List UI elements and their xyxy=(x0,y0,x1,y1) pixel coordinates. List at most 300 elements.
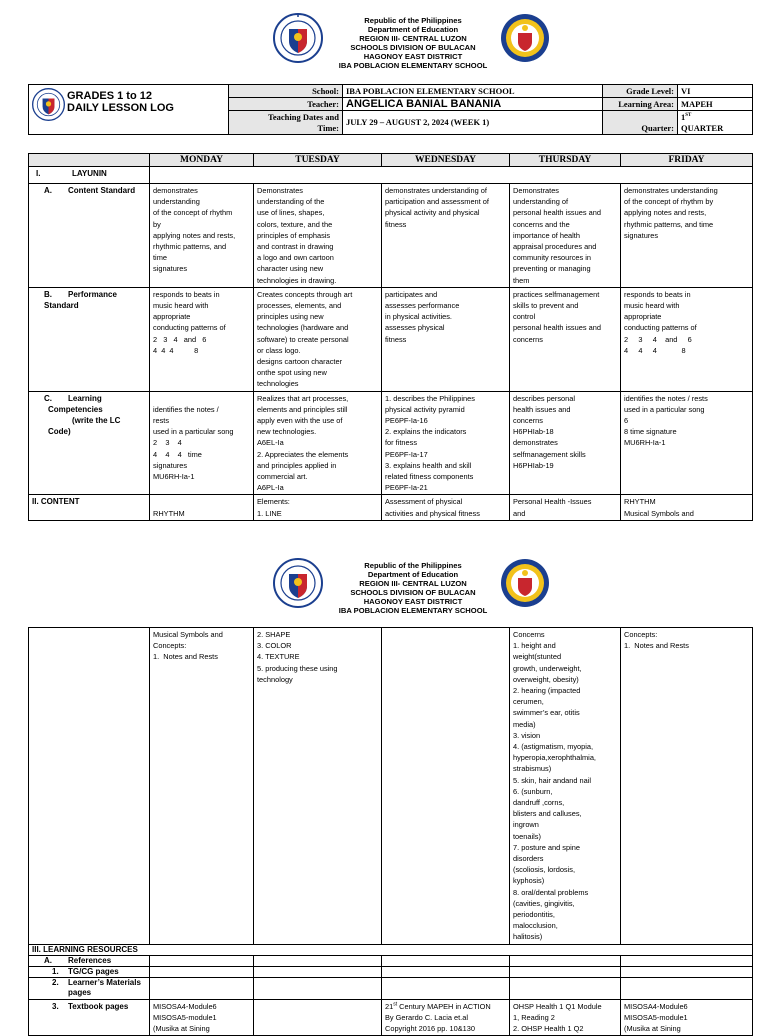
learning-resources-row xyxy=(29,944,753,955)
cell-text-line: 3. COLOR xyxy=(257,641,292,651)
cell-text-line: rhythmic patterns, and xyxy=(153,242,227,252)
cell-text-line: Assessment of physical xyxy=(385,497,463,507)
teacher-label: Teacher: xyxy=(229,98,343,111)
cell-text-line: related fitness components xyxy=(385,472,474,482)
cell-text-line: 21 xyxy=(385,1001,394,1011)
cell-text-line: concerns xyxy=(513,416,543,426)
cell-text-line: understanding xyxy=(153,197,200,207)
content-continued-label xyxy=(29,628,150,945)
cell-text-line: for fitness xyxy=(385,438,418,448)
cell-text-line: community resources in xyxy=(513,253,592,263)
tg-pages-friday xyxy=(621,966,753,977)
cell-text-line: 4 4 4 8 xyxy=(624,345,686,355)
content-continued-row xyxy=(29,628,753,945)
references-thursday xyxy=(510,955,621,966)
cell-text-line: 6. (sunburn, xyxy=(513,786,553,796)
tg-pages-thursday xyxy=(510,966,621,977)
lesson-plan-table xyxy=(28,153,753,521)
cell-text-line: PE6PF-Ia-21 xyxy=(385,483,428,493)
competencies-friday xyxy=(621,391,753,495)
cell-text-line: 2. explains the indicators xyxy=(385,427,467,437)
row-title: TG/CG pages xyxy=(68,966,119,976)
textbook-wednesday xyxy=(382,999,510,1036)
cell-text-line: signatures xyxy=(624,230,659,240)
page-header-2 xyxy=(0,545,768,621)
row-title: Content Standard xyxy=(68,186,136,195)
layunin-row xyxy=(29,167,753,184)
cell-text-line: health issues and xyxy=(513,404,571,414)
performance-standard-tuesday xyxy=(254,287,382,391)
performance-standard-label xyxy=(29,287,150,391)
cell-text-line: 2. hearing (impacted xyxy=(513,686,581,696)
cell-text-line: signatures xyxy=(153,460,188,470)
content-standard-label xyxy=(29,184,150,288)
cell-text-line: appraisal procedures and xyxy=(513,242,597,252)
cell-text-line: of the concept of rhythm by xyxy=(624,197,714,207)
cell-text-line: swimmer’s ear, otitis xyxy=(513,708,580,718)
content-standard-friday xyxy=(621,184,753,288)
cell-text-line: identifies the notes / rests xyxy=(624,393,708,403)
content-standard-row xyxy=(29,184,753,288)
letterhead-line: Republic of the Philippines xyxy=(364,16,462,25)
cell-text-line: processes, elements, and xyxy=(257,301,342,311)
row-title: References xyxy=(68,955,112,965)
school-value: IBA POBLACION ELEMENTARY SCHOOL xyxy=(343,85,603,98)
cell-text-line: a logo and own cartoon xyxy=(257,253,334,263)
cell-text-line: halitosis) xyxy=(513,932,543,942)
quarter-label: Quarter: xyxy=(603,111,678,135)
letterhead-line: Department of Education xyxy=(367,570,459,579)
cell-text-line: apply even with the use of xyxy=(257,416,343,426)
learning-area-value: MAPEH xyxy=(678,98,753,111)
quarter-value xyxy=(678,111,753,135)
cell-text-line: Realizes that art processes, xyxy=(257,393,349,403)
cell-text-line: 2. Appreciates the elements xyxy=(257,449,349,459)
cell-text-line: MISOSA5-module1 xyxy=(153,1012,217,1022)
cell-text-line: 3. explains health and skill xyxy=(385,460,472,470)
row-number: 2. xyxy=(52,977,59,987)
cell-text-line: growth, underweight, xyxy=(513,663,582,673)
tg-pages-row xyxy=(29,966,753,977)
cell-text-line: rests xyxy=(153,416,170,426)
row-title: Textbook pages xyxy=(68,1001,129,1011)
cell-text-line: understanding of the xyxy=(257,197,325,207)
layunin-label xyxy=(29,167,150,184)
cell-text-line: malocclusion, xyxy=(513,921,558,931)
cell-text-line: 4. (astigmatism, myopia, xyxy=(513,742,594,752)
content-continued-friday xyxy=(621,628,753,945)
cell-text-line: dandruff ,corns, xyxy=(513,798,565,808)
cell-text-line: time xyxy=(153,253,167,263)
row-title-cont: (write the LC xyxy=(72,416,121,426)
cell-text-line: music heard with xyxy=(153,301,209,311)
cell-text-line: physical activity pyramid xyxy=(385,404,465,414)
cell-text-line: physical activity and physical xyxy=(385,208,480,218)
cell-text-line: demonstrates xyxy=(153,186,198,195)
day-header-thursday: THURSDAY xyxy=(510,154,621,167)
cell-text-line: RHYTHM xyxy=(624,497,656,507)
cell-text-line: character using new xyxy=(257,264,324,274)
textbook-row xyxy=(29,999,753,1036)
teacher-value: ANGELICA BANIAL BANANIA xyxy=(343,98,603,111)
cell-text-line: 1. LINE xyxy=(257,508,282,518)
cell-text-line: 8 time signature xyxy=(624,427,677,437)
row-title: LAYUNIN xyxy=(72,169,107,178)
cell-text-line: demonstrates xyxy=(513,438,558,448)
row-number: 3. xyxy=(52,1001,59,1011)
cell-text-line: By Gerardo C. Lacia et.al xyxy=(385,1012,468,1022)
cell-text-line: responds to beats in xyxy=(624,289,691,299)
cell-text-line: software) to create personal xyxy=(257,334,349,344)
cell-text-line: principles of emphasis xyxy=(257,230,331,240)
cell-text-line: MISOSA4-Module6 xyxy=(153,1001,217,1011)
cell-text-line: technology xyxy=(257,674,293,684)
cell-text-line: toenails) xyxy=(513,831,541,841)
competencies-wednesday xyxy=(382,391,510,495)
cell-text-line: (Musika at Sining xyxy=(153,1024,210,1034)
cell-text-line: 6 xyxy=(624,416,629,426)
cell-text-line: 1. describes the Philippines xyxy=(385,393,475,403)
competencies-thursday xyxy=(510,391,621,495)
cell-text-line: personal health issues and xyxy=(513,208,601,218)
letterhead-text xyxy=(300,561,526,615)
lm-pages-friday xyxy=(621,977,753,999)
cell-text-line: use of lines, shapes, xyxy=(257,208,325,218)
cell-text-line: 2 3 4 and 6 xyxy=(153,334,207,344)
references-wednesday xyxy=(382,955,510,966)
cell-text-line: appropriate xyxy=(153,312,191,322)
cell-text-line: OHSP Health 1 Q1 Module xyxy=(513,1001,602,1011)
cell-text-line: A6EL-Ia xyxy=(257,438,284,448)
content-thursday xyxy=(510,495,621,520)
cell-text-line: PE6PF-Ia-17 xyxy=(385,449,428,459)
cell-text-line: MU6RH-Ia-1 xyxy=(153,472,195,482)
day-header-monday: MONDAY xyxy=(150,154,254,167)
cell-text-line: responds to beats in xyxy=(153,289,220,299)
cell-text-line: signatures xyxy=(153,264,188,274)
textbook-friday xyxy=(621,999,753,1036)
cell-text-line: RHYTHM xyxy=(153,508,185,518)
cell-text-line: assesses physical xyxy=(385,323,445,333)
cell-text-line: 3. vision xyxy=(513,730,541,740)
lm-pages-wednesday xyxy=(382,977,510,999)
textbook-tuesday xyxy=(254,999,382,1036)
competencies-label xyxy=(29,391,150,495)
letterhead-line: Republic of the Philippines xyxy=(364,561,462,570)
cell-text-line: demonstrates understanding of xyxy=(385,186,487,195)
letterhead-line: SCHOOLS DIVISION OF BULACAN xyxy=(350,588,476,597)
dates-label-line: Time: xyxy=(317,122,339,133)
quarter-number: 1 xyxy=(681,111,686,122)
lm-pages-label xyxy=(29,977,150,999)
cell-text-line: hyperopia,xerophthalmia, xyxy=(513,753,596,763)
letterhead-text xyxy=(300,16,526,70)
lm-pages-row xyxy=(29,977,753,999)
cell-text-line: MISOSA5-module1 xyxy=(624,1012,688,1022)
cell-text-line: (scoliosis, lordosis, xyxy=(513,865,576,875)
title-line: DAILY LESSON LOG xyxy=(67,102,174,114)
content-row xyxy=(29,495,753,520)
log-title xyxy=(29,85,229,135)
cell-text-line: H6PHIab-18 xyxy=(513,427,554,437)
cell-text-line: periodontitis, xyxy=(513,910,555,920)
row-number: C. xyxy=(44,393,52,403)
cell-text-line: 1. Notes and Rests xyxy=(624,641,689,651)
performance-standard-row xyxy=(29,287,753,391)
cell-text-line: by xyxy=(153,219,161,229)
cell-text-line: in physical activities. xyxy=(385,312,452,322)
content-continued-thursday xyxy=(510,628,621,945)
cell-text-line: Demonstrates xyxy=(257,186,304,195)
cell-text-line: concerns and the xyxy=(513,219,570,229)
letterhead-line: REGION III- CENTRAL LUZON xyxy=(359,34,467,43)
content-standard-monday xyxy=(150,184,254,288)
cell-text-line: them xyxy=(513,275,530,285)
letterhead-line: IBA POBLACION ELEMENTARY SCHOOL xyxy=(338,606,488,615)
competencies-row xyxy=(29,391,753,495)
cell-text-line: 1, Reading 2 xyxy=(513,1012,555,1022)
references-friday xyxy=(621,955,753,966)
cell-text-line: assesses performance xyxy=(385,301,460,311)
cell-text-line: practices selfmanagement xyxy=(513,289,600,299)
cell-text-line: conducting patterns of xyxy=(624,323,697,333)
cell-text-line: identifies the notes / xyxy=(153,404,219,414)
cell-text-line: 5. skin, hair andand nail xyxy=(513,775,592,785)
content-tuesday xyxy=(254,495,382,520)
row-title-cont: Code) xyxy=(48,427,71,437)
performance-standard-monday xyxy=(150,287,254,391)
title-line: GRADES 1 to 12 xyxy=(67,90,152,102)
row-number: A. xyxy=(44,186,52,195)
lesson-plan-table-continued xyxy=(28,627,753,1036)
cell-text-line: Concerns xyxy=(513,630,545,639)
cell-text-line: and principles applied in xyxy=(257,460,337,470)
layunin-cell xyxy=(150,167,753,184)
lm-pages-thursday xyxy=(510,977,621,999)
cell-text-line: 5. producing these using xyxy=(257,663,338,673)
tg-pages-monday xyxy=(150,966,254,977)
grade-level-label: Grade Level: xyxy=(603,85,678,98)
grade-level-value: VI xyxy=(678,85,753,98)
content-wednesday xyxy=(382,495,510,520)
cell-text-line: new technologies. xyxy=(257,427,317,437)
cell-text-line: used in a particular song xyxy=(153,427,234,437)
performance-standard-friday xyxy=(621,287,753,391)
cell-text-line: importance of health xyxy=(513,230,580,240)
row-number: 1. xyxy=(52,966,59,976)
cell-text-line: 4. TEXTURE xyxy=(257,652,300,662)
cell-text-line: Copyright 2016 pp. 10&130 xyxy=(385,1024,475,1034)
row-number: B. xyxy=(44,289,52,299)
cell-text-line: 8. oral/dental problems xyxy=(513,887,589,897)
cell-text-line: activities and physical fitness xyxy=(385,508,480,518)
cell-text-line: disorders xyxy=(513,854,544,864)
cell-text-line: and contrast in drawing xyxy=(257,242,334,252)
deped-logo-icon xyxy=(32,88,65,121)
tg-pages-tuesday xyxy=(254,966,382,977)
cell-text-line: of the concept of rhythm xyxy=(153,208,233,218)
performance-standard-wednesday xyxy=(382,287,510,391)
cell-text-line: PE6PF-Ia-16 xyxy=(385,416,428,426)
cell-text-line: conducting patterns of xyxy=(153,323,226,333)
row-title-cont: Competencies xyxy=(48,404,103,414)
content-friday xyxy=(621,495,753,520)
content-standard-thursday xyxy=(510,184,621,288)
cell-text-line: 4 4 4 8 xyxy=(153,345,199,355)
cell-text-line: colors, texture, and the xyxy=(257,219,333,229)
cell-text-line: understanding of xyxy=(513,197,569,207)
learning-area-label: Learning Area: xyxy=(603,98,678,111)
row-title: Learning xyxy=(68,393,102,403)
learning-resources-label: III. LEARNING RESOURCES xyxy=(29,944,753,955)
dates-label-line: Teaching Dates and xyxy=(267,111,339,122)
cell-text-line: Concepts: xyxy=(624,630,658,639)
cell-text-line: technologies in drawing. xyxy=(257,275,337,285)
cell-text-line: designs cartoon character xyxy=(257,357,343,367)
cell-text-line: MISOSA4-Module6 xyxy=(624,1001,688,1011)
cell-text-line: control xyxy=(513,312,536,322)
cell-text-line xyxy=(153,393,250,404)
cell-text-line: ingrown xyxy=(513,820,539,830)
day-header-tuesday: TUESDAY xyxy=(254,154,382,167)
cell-text-line: kyphosis) xyxy=(513,876,545,886)
cell-text-line: st xyxy=(393,1001,398,1008)
cell-text-line: applying notes and rests, xyxy=(624,208,707,218)
cell-text-line: 2. OHSP Health 1 Q2 xyxy=(513,1024,584,1034)
cell-text-line: fitness xyxy=(385,334,407,344)
day-header-row xyxy=(29,154,753,167)
teaching-dates-value: JULY 29 – AUGUST 2, 2024 (WEEK 1) xyxy=(343,111,603,135)
cell-text-line: participates and xyxy=(385,289,438,299)
letterhead-line: HAGONOY EAST DISTRICT xyxy=(363,52,463,61)
cell-text-line: A6PL-Ia xyxy=(257,483,284,493)
textbook-monday xyxy=(150,999,254,1036)
teaching-dates-label xyxy=(229,111,343,135)
cell-text-line: 4 4 4 time xyxy=(153,449,202,459)
cell-text-line: 1. Notes and Rests xyxy=(153,652,218,662)
day-header-wednesday: WEDNESDAY xyxy=(382,154,510,167)
cell-text-line: selfmanagement skills xyxy=(513,449,586,459)
cell-text-line: overweight, obesity) xyxy=(513,674,579,684)
cell-text-line: 2 3 4 xyxy=(153,438,182,448)
references-tuesday xyxy=(254,955,382,966)
cell-text-line: Creates concepts through art xyxy=(257,289,353,299)
cell-text-line: elements and principles still xyxy=(257,404,348,414)
school-label: School: xyxy=(229,85,343,98)
cell-text-line: demonstrates understanding xyxy=(624,186,718,195)
tg-pages-wednesday xyxy=(382,966,510,977)
cell-text-line: used in a particular song xyxy=(624,404,705,414)
cell-text-line: weight(stunted xyxy=(513,652,562,662)
cell-text-line: Concepts: xyxy=(153,641,187,651)
textbook-label xyxy=(29,999,150,1036)
cell-text-line: Musical Symbols and xyxy=(624,508,694,518)
cell-text-line: commercial art. xyxy=(257,472,308,482)
cell-text-line: music heard with xyxy=(624,301,680,311)
cell-text-line xyxy=(153,496,250,507)
cell-text-line: technologies xyxy=(257,379,299,389)
cell-text-line: onthe spot using new xyxy=(257,368,327,378)
cell-text-line: describes personal xyxy=(513,393,576,403)
cell-text-line: 2. SHAPE xyxy=(257,630,291,639)
row-title: Performance xyxy=(68,289,117,299)
row-title-cont: Standard xyxy=(44,301,79,311)
cell-text-line: Demonstrates xyxy=(513,186,560,195)
page-header-1 xyxy=(0,0,768,76)
row-number: I. xyxy=(36,169,41,178)
day-header-friday: FRIDAY xyxy=(621,154,753,167)
cell-text-line: 1. height and xyxy=(513,641,556,651)
cell-text-line: Elements: xyxy=(257,497,290,507)
cell-text-line: concerns xyxy=(513,334,543,344)
content-continued-tuesday xyxy=(254,628,382,945)
cell-text-line: Century MAPEH in ACTION xyxy=(397,1001,491,1011)
blank-header xyxy=(29,154,150,167)
quarter-suffix: ST xyxy=(685,112,692,118)
cell-text-line: media) xyxy=(513,719,536,729)
textbook-thursday xyxy=(510,999,621,1036)
content-standard-wednesday xyxy=(382,184,510,288)
cell-text-line: 2 3 4 and 6 xyxy=(624,334,692,344)
cell-text-line: strabismus) xyxy=(513,764,552,774)
cell-text-line: rhythmic patterns, and time xyxy=(624,219,714,229)
cell-text-line: participation and assessment of xyxy=(385,197,489,207)
cell-text-line: Musical Symbols and xyxy=(153,630,223,639)
tg-pages-label xyxy=(29,966,150,977)
cell-text-line: principles using new xyxy=(257,312,324,322)
row-title-cont: pages xyxy=(68,987,92,997)
cell-text-line: H6PHIab-19 xyxy=(513,460,554,470)
cell-text-line: (cavities, gingivitis, xyxy=(513,898,575,908)
letterhead-line: Department of Education xyxy=(367,25,459,34)
cell-text-line: or class logo. xyxy=(257,345,301,355)
letterhead-line: HAGONOY EAST DISTRICT xyxy=(363,597,463,606)
quarter-word: QUARTER xyxy=(681,122,724,133)
cell-text-line: applying notes and rests, xyxy=(153,230,236,240)
competencies-tuesday xyxy=(254,391,382,495)
row-number: A. xyxy=(44,955,52,965)
lm-pages-monday xyxy=(150,977,254,999)
cell-text-line: blisters and calluses, xyxy=(513,809,582,819)
cell-text-line: Personal Health -Issues xyxy=(513,497,592,507)
references-label xyxy=(29,955,150,966)
lm-pages-tuesday xyxy=(254,977,382,999)
performance-standard-thursday xyxy=(510,287,621,391)
cell-text-line: cerumen, xyxy=(513,697,544,707)
cell-text-line: MU6RH-Ia-1 xyxy=(624,438,666,448)
letterhead-line: SCHOOLS DIVISION OF BULACAN xyxy=(350,43,476,52)
competencies-monday xyxy=(150,391,254,495)
content-standard-tuesday xyxy=(254,184,382,288)
lesson-log-info-table xyxy=(28,84,753,135)
cell-text-line: skills to prevent and xyxy=(513,301,579,311)
cell-text-line: and xyxy=(513,508,526,518)
content-continued-wednesday xyxy=(382,628,510,945)
letterhead-line: REGION III- CENTRAL LUZON xyxy=(359,579,467,588)
cell-text-line: 7. posture and spine xyxy=(513,842,580,852)
cell-text-line: (Musika at Sining xyxy=(624,1024,681,1034)
content-continued-monday xyxy=(150,628,254,945)
cell-text-line: preventing or managing xyxy=(513,264,591,274)
row-title: Learner’s Materials xyxy=(68,977,141,987)
cell-text-line: appropriate xyxy=(624,312,662,322)
references-monday xyxy=(150,955,254,966)
references-row xyxy=(29,955,753,966)
content-label: II. CONTENT xyxy=(29,495,150,520)
cell-text-line: technologies (hardware and xyxy=(257,323,349,333)
cell-text-line: fitness xyxy=(385,219,407,229)
cell-text-line: personal health issues and xyxy=(513,323,601,333)
